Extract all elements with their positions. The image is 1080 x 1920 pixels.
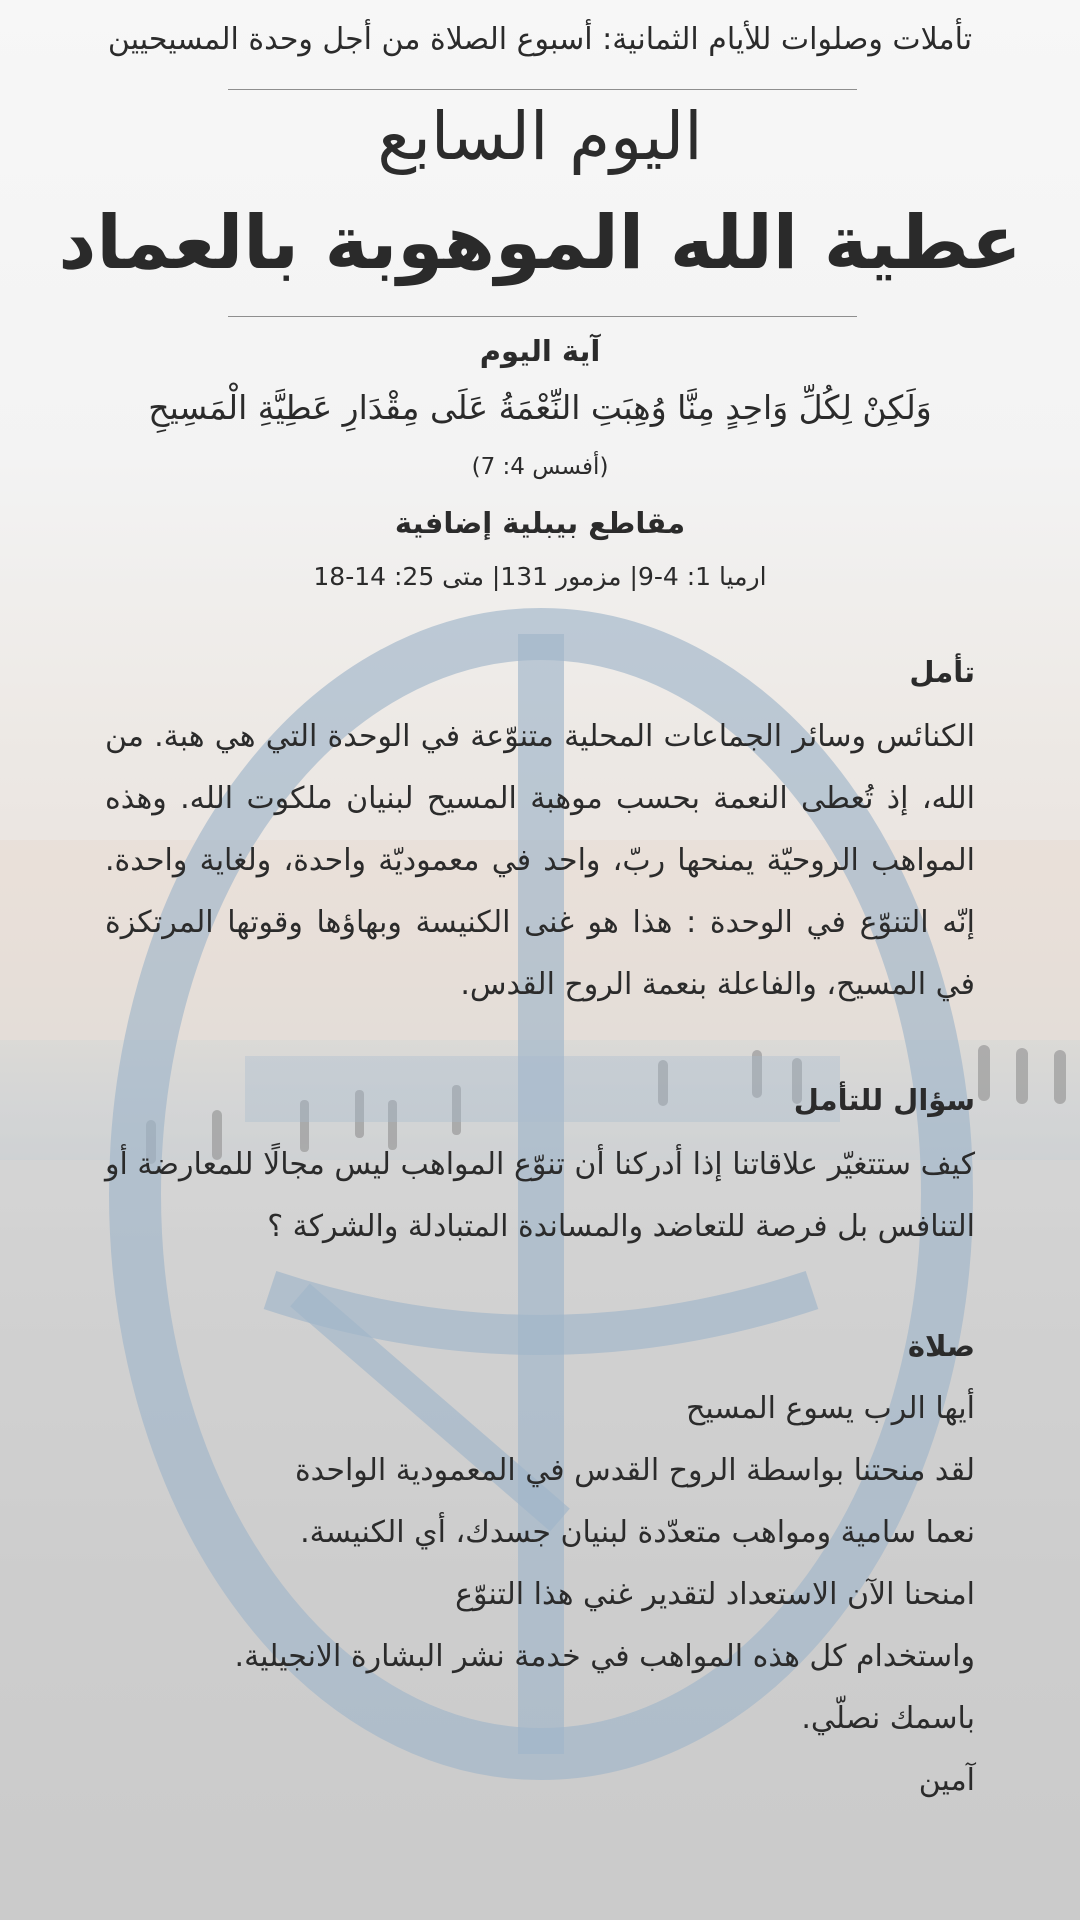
- day-title: عطية الله الموهوبة بالعماد: [58, 200, 1022, 286]
- prayer-line: لقد منحتنا بواسطة الروح القدس في المعمودية الواحدة: [294, 1453, 975, 1488]
- reflection-section: [105, 652, 975, 1016]
- verse-reference: (أفسس 4: 7): [471, 454, 609, 480]
- question-section: [105, 1080, 975, 1258]
- prayer-heading: صلاة: [907, 1329, 975, 1363]
- prayer-line: امنحنا الآن الاستعداد لتقدير غني هذا التنوّع: [455, 1577, 975, 1612]
- prayer-line: أيها الرب يسوع المسيح: [685, 1391, 975, 1426]
- verse-text: وَلَكِنْ لِكُلِّ وَاحِدٍ مِنَّا وُهِبَتِ النِّعْمَةُ عَلَى مِقْدَارِ عَطِيَّةِ الْمَسِيحِ: [148, 388, 932, 427]
- reflection-heading: تأمل: [909, 655, 975, 689]
- readings-text: ارميا 1: 4-9| مزمور 131| متى 25: 14-18: [313, 562, 767, 591]
- prayer-amen: آمين: [918, 1763, 975, 1798]
- title-divider: [228, 316, 857, 317]
- top-divider: [228, 89, 857, 90]
- prayer-section: [105, 1326, 975, 1812]
- prayer-lines: [105, 1378, 975, 1812]
- verse-heading: آية اليوم: [479, 334, 601, 368]
- prayer-line: نعما سامية ومواهب متعدّدة لبنيان جسدك، أي الكنيسة.: [300, 1515, 975, 1550]
- readings-heading: مقاطع بيبلية إضافية: [394, 506, 686, 540]
- question-heading: سؤال للتأمل: [793, 1083, 975, 1117]
- prayer-line: واستخدام كل هذه المواهب في خدمة نشر البشارة الانجيلية.: [234, 1639, 975, 1674]
- question-body: كيف ستتغيّر علاقاتنا إذا أدركنا أن تنوّع المواهب ليس مجالًا للمعارضة أو التنافس بل فرصة للتعاضد والمساندة المتبادلة والشركة ؟: [105, 1147, 975, 1244]
- reflection-body: الكنائس وسائر الجماعات المحلية متنوّعة في الوحدة التي هي هبة. من الله، إذ تُعطى النعمة بحسب موهبة المسيح لبنيان ملكوت الله. وهذه المواهب الروحيّة يمنحها ربّ، واحد في معموديّة واحدة، ولغاية واحدة. إنّه التنوّع في الوحدة : هذا هو غنى الكنيسة وبهاؤها وقوتها المرتكزة في المسيح، والفاعلة بنعمة الروح القدس.: [105, 719, 975, 1002]
- series-title: تأملات وصلوات للأيام الثمانية: أسبوع الصلاة من أجل وحدة المسيحيين: [107, 22, 973, 57]
- prayer-line: باسمك نصلّي.: [801, 1701, 975, 1736]
- day-label: اليوم السابع: [377, 98, 703, 175]
